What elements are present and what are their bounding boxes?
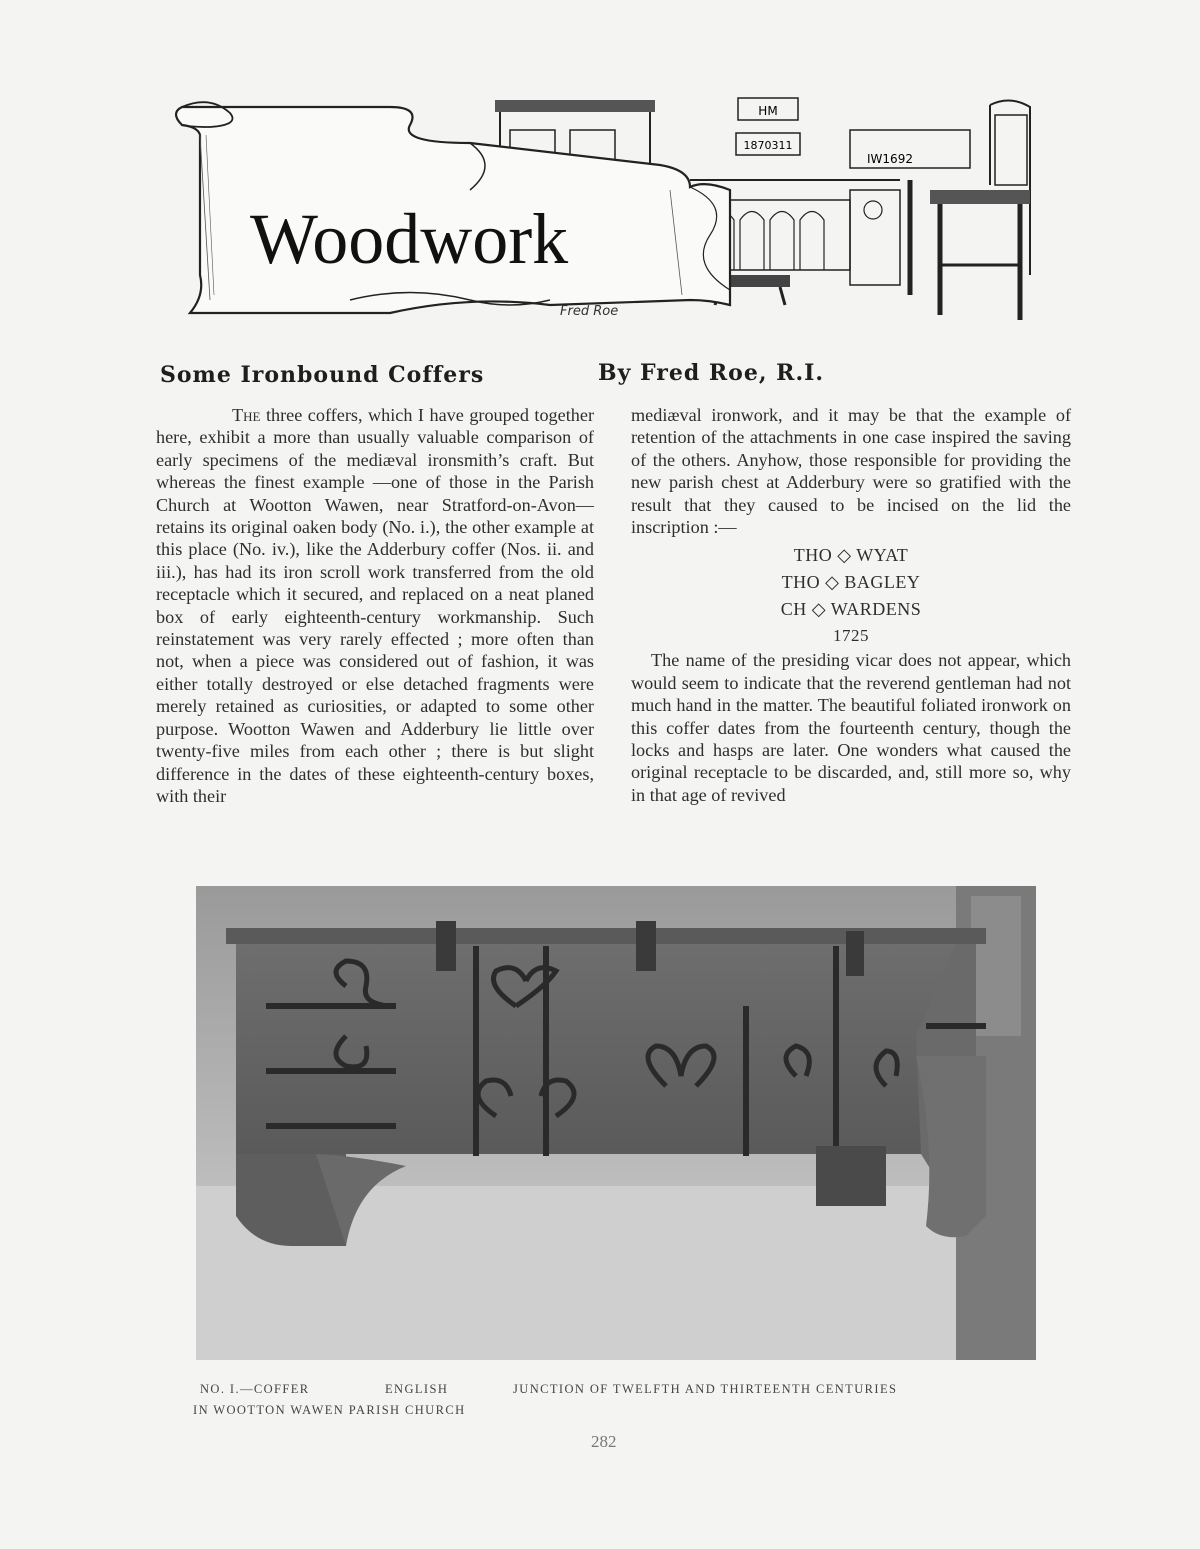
body-paragraph xyxy=(156,404,594,807)
paragraph-text: three coffers, which I have grouped together here, exhibit a more than usually valuable comparison of early specimens of the mediæval ironsmith’s craft. But whereas the finest example —one of those in the Parish Church at Wootton Wawen, near Stratford-on-Avon—retains its original oaken body (No. i.), the other example at this place (No. iv.), like the Adderbury coffer (Nos. ii. and iii.), has had its iron scroll work transferred from the old receptacle which it secured, and replaced on a neat planed box of early eighteenth-century workmanship. Such reinstatement was very rarely effected ; more often than not, when a piece was considered out of fashion, it was either totally destroyed or else detached fragments were merely retained as curiosities, or adapted to some other purpose. Wootton Wawen and Adderbury lie little over twenty-five miles from each other ; there is but slight difference in the dates of these eighteenth-century boxes, with their xyxy=(156,405,594,806)
section-title: Woodwork xyxy=(250,199,569,279)
header-banner xyxy=(170,95,1050,330)
inscription-year: 1725 xyxy=(833,626,869,646)
caption-number: NO. I.—COFFER xyxy=(200,1382,310,1396)
body-paragraph: mediæval ironwork, and it may be that the example of retention of the attachments in one case inspired the saving of the others. Anyhow, those responsible for providing the new parish chest at Adderbury were so gratified with the result that they caused to be incised on the lid the inscription :— xyxy=(631,405,1071,538)
article-title: Some Ironbound Coffers xyxy=(160,362,485,388)
body-column-right xyxy=(631,404,1071,806)
box-inscription-hm: HM xyxy=(758,104,778,118)
inscription-line: CH ◇ WARDENS xyxy=(780,599,922,620)
artist-signature: Fred Roe xyxy=(560,304,619,319)
article-byline: By Fred Roe, R.I. xyxy=(598,360,825,386)
caption-origin: ENGLISH xyxy=(385,1382,449,1396)
box-inscription-iw: IW1692 xyxy=(867,152,913,166)
opening-word: The xyxy=(232,405,261,425)
inscription-line: THO ◇ BAGLEY xyxy=(781,572,921,593)
coffer-photograph xyxy=(196,886,1036,1360)
box-inscription-date: 1870311 xyxy=(743,139,793,152)
caption-date: JUNCTION OF TWELFTH AND THIRTEENTH CENTURIES xyxy=(513,1382,898,1396)
body-paragraph: The name of the presiding vicar does not appear, which would seem to indicate that the reverend gentleman had not much hand in the matter. The beautiful foliated ironwork on this coffer dates from the fourteenth century, though the locks and hasps are later. One wonders what caused the original receptacle to be discarded, and, still more so, why in that age of revived xyxy=(631,650,1071,805)
banner-illustration xyxy=(170,95,1050,330)
caption-location: IN WOOTTON WAWEN PARISH CHURCH xyxy=(193,1403,466,1417)
lid-inscription xyxy=(631,542,1071,649)
page-number: 282 xyxy=(591,1432,617,1451)
body-column-left xyxy=(156,404,594,807)
inscription-line: THO ◇ WYAT xyxy=(793,545,909,566)
